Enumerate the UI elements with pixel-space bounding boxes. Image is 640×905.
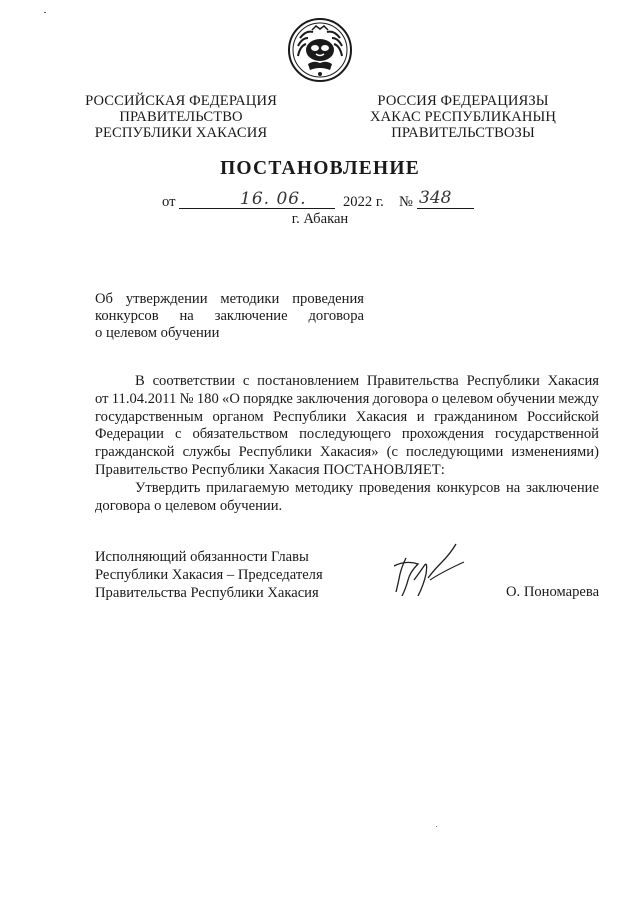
word: на bbox=[179, 308, 194, 324]
issuer-russian-line: ПРАВИТЕЛЬСТВО bbox=[119, 109, 243, 125]
word: последующего bbox=[299, 426, 391, 443]
word: 11.04.2011 bbox=[111, 390, 177, 407]
word: Правительства bbox=[366, 373, 459, 389]
issuer-russian bbox=[78, 93, 284, 141]
signatory-position-line: Республики Хакасия – Председателя bbox=[95, 566, 323, 583]
resolution-body bbox=[95, 373, 599, 515]
word: Хакасия bbox=[355, 408, 408, 425]
body-line: договора о целевом обучении. bbox=[95, 497, 283, 514]
word: службы bbox=[182, 444, 231, 461]
word: от bbox=[95, 390, 109, 407]
subject-line bbox=[95, 308, 364, 325]
body-line bbox=[95, 391, 599, 409]
signatory-position bbox=[95, 549, 323, 602]
word: с bbox=[242, 373, 250, 389]
word: Республики bbox=[238, 444, 312, 461]
signatory-name: О. Пономарева bbox=[506, 584, 600, 600]
word: конкурсов bbox=[95, 308, 159, 324]
issuer-russian-line: РОССИЙСКАЯ ФЕДЕРАЦИЯ bbox=[85, 93, 277, 109]
word: между bbox=[558, 390, 599, 407]
document-title: ПОСТАНОВЛЕНИЕ bbox=[220, 158, 420, 179]
word: государственной bbox=[494, 426, 599, 443]
word: заключение bbox=[526, 479, 599, 496]
signatory-position-line: Исполняющий обязанности Главы bbox=[95, 549, 309, 565]
word: на bbox=[505, 479, 521, 496]
word: методику bbox=[295, 479, 354, 496]
issuer-khakas-line: ПРАВИТЕЛЬСТВОЗЫ bbox=[391, 125, 535, 141]
word: утверждении bbox=[125, 291, 208, 307]
word: Российской bbox=[527, 408, 599, 425]
coat-of-arms-icon bbox=[286, 16, 354, 84]
date-from-label: от bbox=[162, 194, 176, 210]
word: Республики bbox=[466, 373, 540, 389]
word: соответствии bbox=[152, 373, 236, 389]
body-line bbox=[95, 444, 599, 462]
word: Федерации bbox=[95, 426, 164, 443]
word: заключение bbox=[214, 308, 288, 324]
issuer-khakas bbox=[348, 93, 578, 141]
word: договора bbox=[308, 308, 364, 324]
word: постановлением bbox=[257, 373, 360, 389]
word: обязательством bbox=[192, 426, 289, 443]
word: заключения bbox=[296, 390, 370, 407]
word: гражданином bbox=[434, 408, 518, 425]
word: обучении bbox=[496, 390, 556, 407]
word: Об bbox=[95, 291, 113, 307]
word: прохождения bbox=[401, 426, 484, 443]
word: прилагаемую bbox=[206, 479, 290, 496]
word: проведения bbox=[292, 291, 364, 307]
word: Утвердить bbox=[135, 479, 201, 496]
word: Республики bbox=[273, 408, 347, 425]
word: договора bbox=[372, 390, 429, 407]
body-line bbox=[95, 426, 599, 444]
word: о bbox=[431, 390, 439, 407]
subject-heading bbox=[95, 291, 364, 342]
body-line: Правительство Республики Хакасия ПОСТАНОВЛЯЕТ: bbox=[95, 461, 445, 478]
handwritten-signature bbox=[384, 540, 470, 602]
issuer-russian-line: РЕСПУБЛИКИ ХАКАСИЯ bbox=[94, 125, 268, 141]
word: изменениями) bbox=[511, 444, 599, 461]
body-line bbox=[95, 409, 599, 427]
handwritten-number: 348 bbox=[419, 188, 452, 208]
subject-line bbox=[95, 291, 364, 308]
number-sign: № bbox=[399, 194, 413, 210]
word: органом bbox=[212, 408, 264, 425]
word: порядке bbox=[243, 390, 293, 407]
word: В bbox=[135, 373, 145, 389]
word: целевом bbox=[441, 390, 494, 407]
word: гражданской bbox=[95, 444, 175, 461]
word: Хакасия» bbox=[319, 444, 379, 461]
word: последующими bbox=[406, 444, 504, 461]
number-underline bbox=[417, 208, 474, 209]
handwritten-date: 16. 06. bbox=[240, 189, 307, 209]
word: № bbox=[179, 390, 194, 407]
word: методики bbox=[220, 291, 280, 307]
year-label: 2022 г. bbox=[343, 194, 384, 210]
word: (с bbox=[386, 444, 398, 461]
body-line bbox=[95, 373, 599, 391]
word: конкурсов bbox=[436, 479, 501, 496]
word: «О bbox=[222, 390, 240, 407]
word: 180 bbox=[196, 390, 219, 407]
signatory-position-line: Правительства Республики Хакасия bbox=[95, 584, 319, 601]
word: Хакасия bbox=[547, 373, 599, 389]
city: г. Абакан bbox=[291, 211, 349, 227]
word: и bbox=[416, 408, 425, 425]
word: государственным bbox=[95, 408, 203, 425]
body-line bbox=[95, 480, 599, 498]
word: проведения bbox=[359, 479, 431, 496]
subject-line: о целевом обучении bbox=[95, 325, 220, 341]
scan-mark bbox=[44, 12, 46, 13]
issuer-khakas-line: ХАКАС РЕСПУБЛИКАНЫҢ bbox=[369, 109, 557, 125]
issuer-khakas-line: РОССИЯ ФЕДЕРАЦИЯЗЫ bbox=[377, 93, 549, 109]
scan-mark bbox=[436, 826, 437, 827]
word: с bbox=[174, 426, 182, 443]
